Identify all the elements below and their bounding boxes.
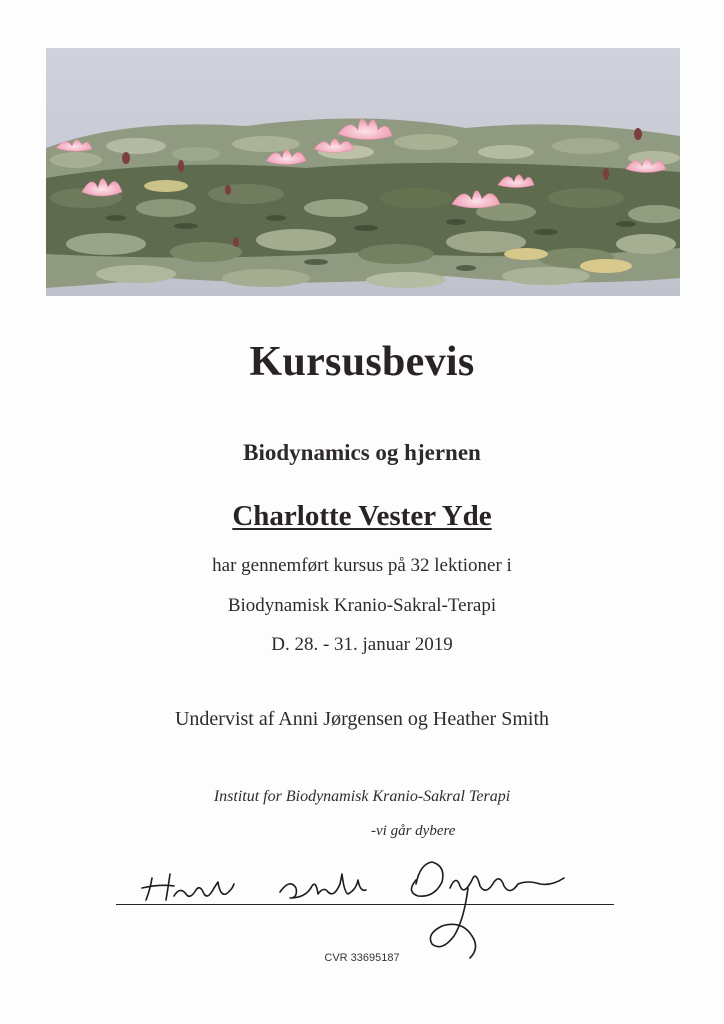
institute-name: Institut for Biodynamisk Kranio-Sakral Terapi — [213, 788, 511, 805]
course-date: D. 28. - 31. januar 2019 — [271, 634, 453, 655]
institute-motto: -vi går dybere — [371, 823, 456, 839]
cvr-number: CVR 33695187 — [324, 952, 400, 964]
water-lily-illustration — [46, 48, 680, 296]
course-name: Biodynamics og hjernen — [243, 440, 481, 465]
recipient-name: Charlotte Vester Yde — [232, 500, 492, 532]
course-subject: Biodynamisk Kranio-Sakral-Terapi — [227, 595, 497, 616]
completion-text: har gennemført kursus på 32 lektioner i — [212, 555, 512, 576]
instructors-text: Undervist af Anni Jørgensen og Heather Smith — [174, 708, 549, 730]
certificate-title: Kursusbevis — [249, 339, 475, 385]
water-lily-banner-image — [46, 48, 680, 296]
